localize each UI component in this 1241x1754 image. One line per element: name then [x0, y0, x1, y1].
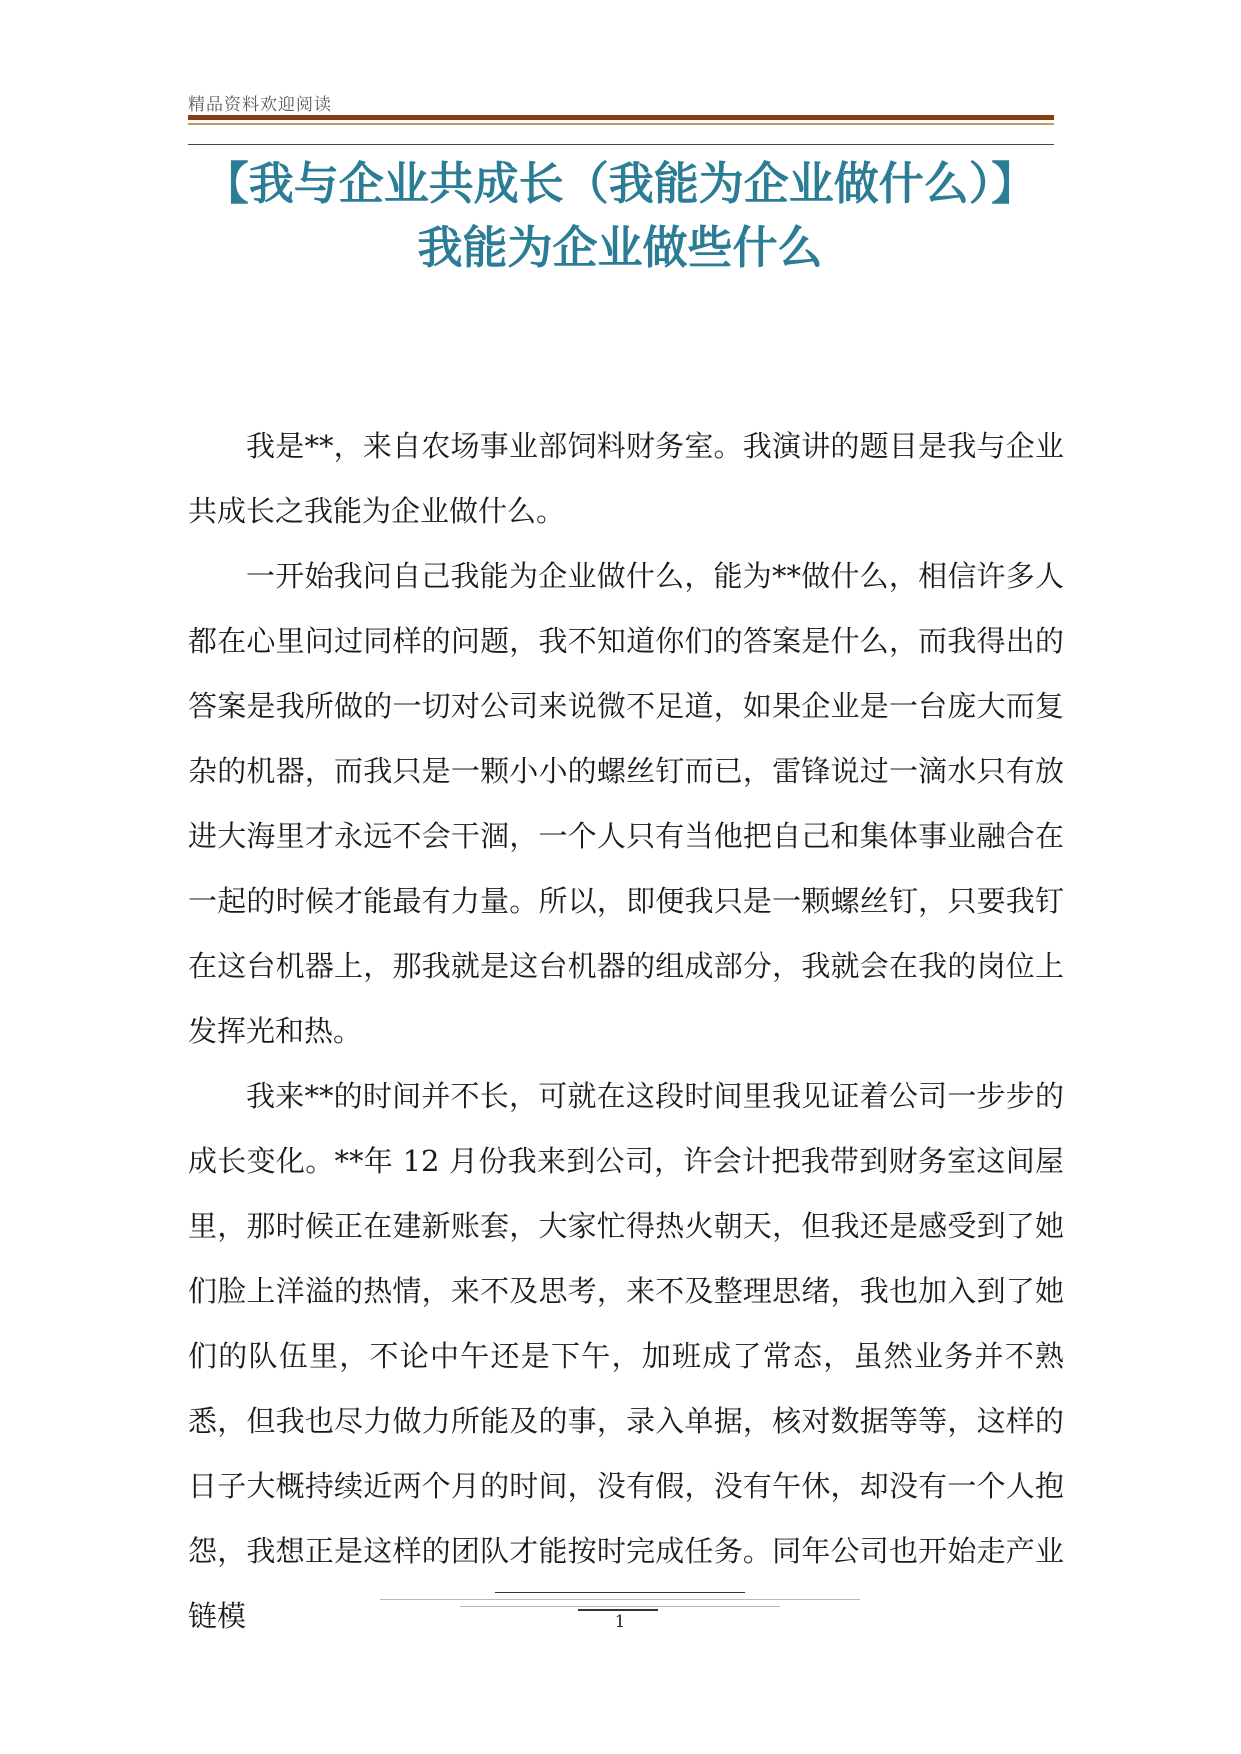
header-rule-thick — [188, 115, 1054, 120]
page-number: 1 — [614, 1612, 626, 1632]
document-title — [170, 152, 1070, 280]
footer-mark — [578, 1609, 658, 1611]
body-paragraph-2: 一开始我问自己我能为企业做什么，能为**做什么，相信许多人都在心里问过同样的问题，我不知道你们的答案是什么，而我得出的答案是我所做的一切对公司来说微不足道，如果企业是一台庞大而复杂的机器，而我只是一颗小小的螺丝钉而已，雷锋说过一滴水只有放进大海里才永远不会干涸，一个人只有当他把自己和集体事业融合在一起的时候才能最有力量。所以，即便我只是一颗螺丝钉，只要我钉在这台机器上，那我就是这台机器的组成部分，我就会在我的岗位上发挥光和热。 — [188, 559, 1064, 1048]
footer-rule-narrow — [460, 1606, 780, 1607]
footer-rule-wide — [380, 1599, 860, 1600]
page-header-text: 精品资料欢迎阅读 — [188, 95, 332, 115]
document-title-line-2: 我能为企业做些什么 — [417, 221, 823, 274]
header-rule-gray — [188, 144, 1054, 145]
document-title-line-1: 【我与企业共成长（我能为企业做什么）】 — [203, 157, 1037, 210]
body-paragraph-3: 我来**的时间并不长，可就在这段时间里我见证着公司一步步的成长变化。**年 12 月份我来到公司，许会计把我带到财务室这间屋里，那时候正在建新账套，大家忙得热火朝天，但我还是感受到了她们脸上洋溢的热情，来不及思考，来不及整理思绪，我也加入到了她们的队伍里，不论中午还是下午，加班成了常态，虽然业务并不熟悉，但我也尽力做力所能及的事，录入单据，核对数据等等，这样的日子大概持续近两个月的时间，没有假，没有午休，却没有一个人抱怨，我想正是这样的团队才能按时完成任务。同年公司也开始走产业链模 — [188, 1079, 1064, 1633]
footer-rule-dark — [495, 1592, 745, 1593]
header-rule-thin — [188, 123, 1054, 125]
document-body — [188, 414, 1064, 1649]
body-paragraph-1: 我是**，来自农场事业部饲料财务室。我演讲的题目是我与企业共成长之我能为企业做什么。 — [188, 429, 1064, 528]
